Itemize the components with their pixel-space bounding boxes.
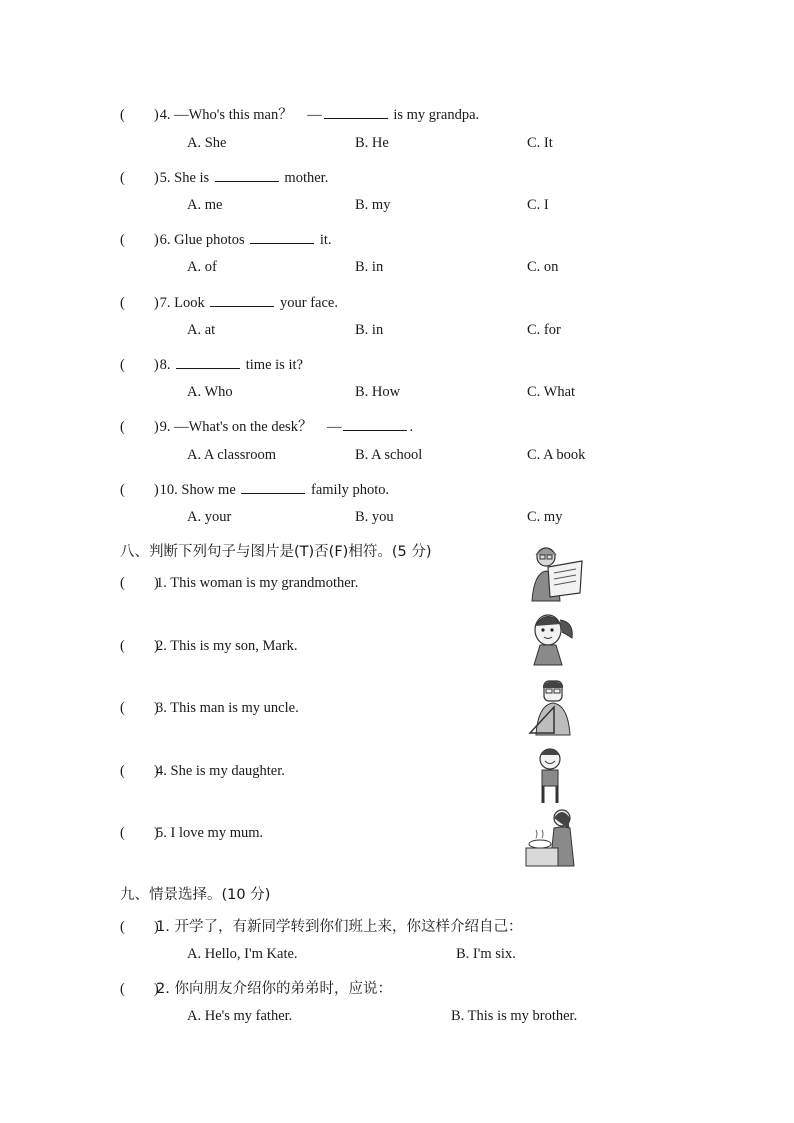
option-b: B. I'm six.: [456, 946, 516, 962]
option-b: B. This is my brother.: [451, 1008, 578, 1024]
option-c: C. I: [527, 197, 549, 213]
boy-laughing-icon: [524, 745, 584, 805]
section-9-title: 九、情景选择。(10 分): [120, 887, 271, 903]
answer-blank[interactable]: [324, 106, 388, 119]
option-c: C. A book: [527, 447, 586, 463]
answer-blank[interactable]: [343, 418, 407, 431]
option-a: A. Hello, I'm Kate.: [187, 946, 298, 962]
option-c: C. my: [527, 509, 563, 525]
girl-with-ponytail-icon: [524, 608, 584, 668]
answer-blank[interactable]: [176, 356, 240, 369]
option-a: A. She: [187, 135, 227, 151]
answer-blank[interactable]: [241, 481, 305, 494]
option-b: B. A school: [355, 447, 423, 463]
judge-item-1: ( )1. This woman is my grandmother.: [120, 575, 359, 591]
section-8-title: 八、判断下列句子与图片是(T)否(F)相符。(5 分): [120, 544, 432, 560]
question-line: ( ) 10. Show me family photo.: [120, 482, 390, 498]
option-c: C. for: [527, 322, 561, 338]
option-a: A. me: [187, 197, 223, 213]
option-b: B. you: [355, 509, 394, 525]
option-a: A. A classroom: [187, 447, 277, 463]
option-a: A. Who: [187, 384, 233, 400]
scenario-item-1: ( )1. 开学了，有新同学转到你们班上来，你这样介绍自己：: [120, 919, 523, 935]
scenario-item-2: ( )2. 你向朋友介绍你的弟弟时，应说：: [120, 981, 392, 997]
question-line: ( ) 5. She is mother.: [120, 170, 329, 186]
question-line: ( ) 8. time is it?: [120, 357, 303, 373]
judge-item-4: ( )4. She is my daughter.: [120, 763, 285, 779]
option-b: B. He: [355, 135, 389, 151]
judge-item-3: ( )3. This man is my uncle.: [120, 700, 299, 716]
question-line: ( ) 7. Look your face.: [120, 295, 338, 311]
grandmother-reading-newspaper-icon: [524, 543, 584, 603]
answer-blank[interactable]: [250, 231, 314, 244]
question-line: ( ) 9. —What's on the desk？ — .: [120, 419, 414, 435]
man-with-glasses-icon: [524, 677, 584, 737]
question-line: ( ) 4. —Who's this man？ — is my grandpa.: [120, 107, 480, 123]
option-c: C. on: [527, 259, 559, 275]
answer-blank[interactable]: [210, 294, 274, 307]
option-a: A. your: [187, 509, 232, 525]
option-c: C. It: [527, 135, 553, 151]
option-b: B. How: [355, 384, 401, 400]
option-b: B. in: [355, 259, 384, 275]
question-line: ( ) 6. Glue photos it.: [120, 232, 332, 248]
option-b: B. in: [355, 322, 384, 338]
answer-blank[interactable]: [215, 169, 279, 182]
option-b: B. my: [355, 197, 391, 213]
option-a: A. at: [187, 322, 216, 338]
option-c: C. What: [527, 384, 576, 400]
woman-cooking-icon: [524, 808, 584, 868]
judge-item-5: ( )5. I love my mum.: [120, 825, 264, 841]
option-a: A. He's my father.: [187, 1008, 293, 1024]
judge-item-2: ( )2. This is my son, Mark.: [120, 638, 298, 654]
option-a: A. of: [187, 259, 217, 275]
